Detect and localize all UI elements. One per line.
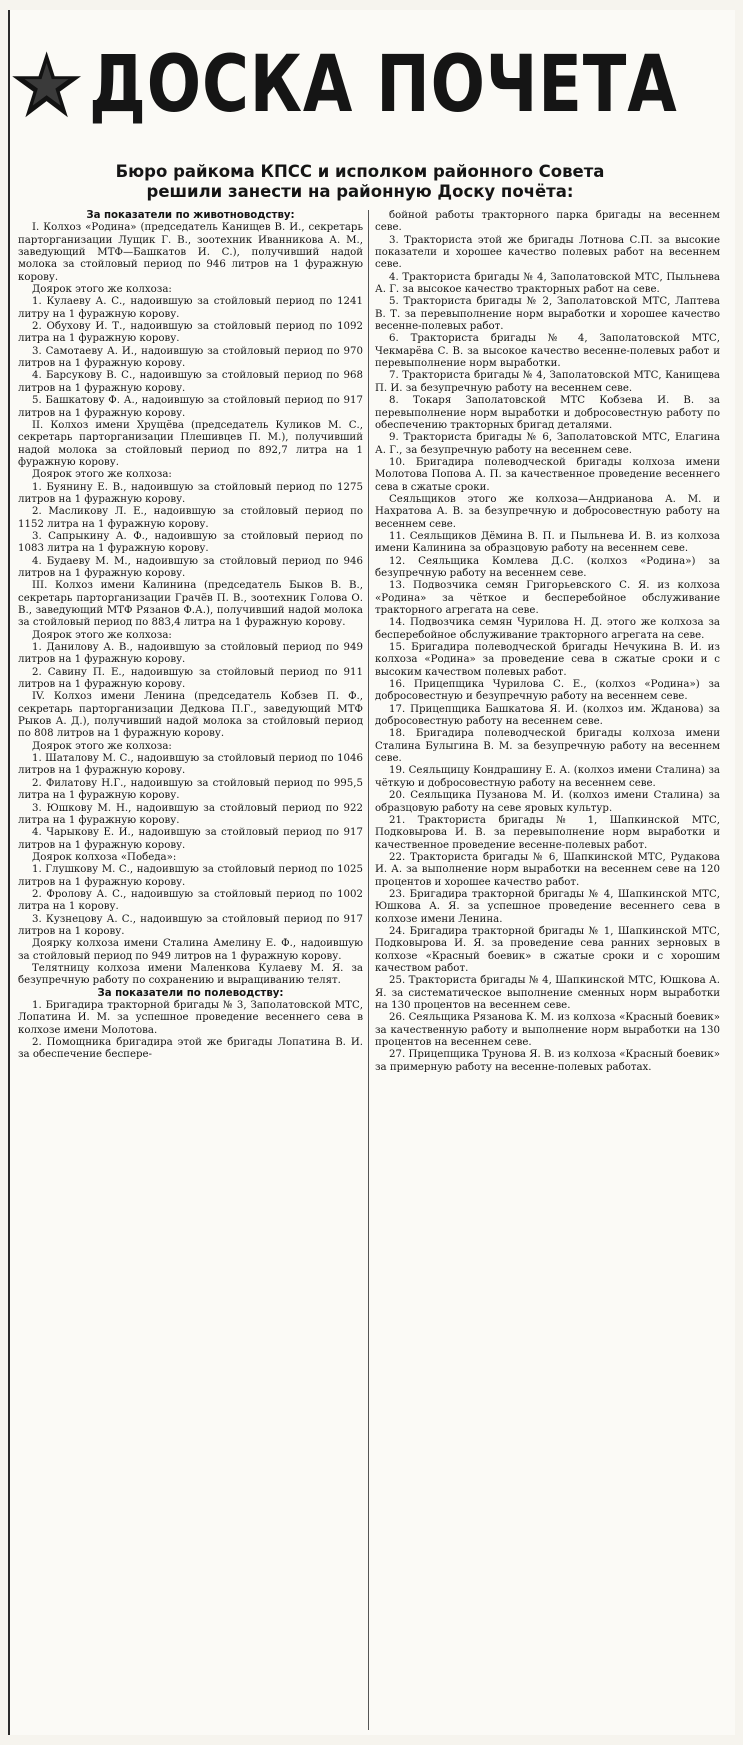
list-item: 27. Прицепщика Трунова Я. В. из колхоза «Красный боевик» за примерную работу на весенне-полевых работах. xyxy=(375,1049,720,1073)
list-item: Доярок этого же колхоза: xyxy=(32,740,172,752)
list-item: 22. Тракториста бригады № 6, Шапкинской МТС, Рудакова И. А. за выполнение норм выработки на весеннем севе на 120 процентов и хорошее качество работ. xyxy=(375,851,720,888)
list-item: 8. Токаря Заполатовской МТС Кобзева И. В. за перевыполнение норм выработки и добросовестную работу по обеспечению тракторных бригад деталями. xyxy=(375,395,720,431)
list-item: 3. Сапрыкину А. Ф., надоившую за стойловый период по 1083 литра на 1 фуражную корову. xyxy=(18,530,363,555)
list-item: 1. Кулаеву А. С., надоившую за стойловый период по 1241 литру на 1 фуражную корову. xyxy=(18,296,363,320)
newspaper-page xyxy=(8,10,735,1735)
list-item: 19. Сеяльщицу Кондрашину Е. А. (колхоз имени Сталина) за чёткую и добросовестную работу на весеннем севе. xyxy=(375,765,720,789)
list-item: 1. Данилову А. В., надоившую за стойловый период по 949 литров на 1 фуражную корову. xyxy=(18,642,363,666)
list-item: 2. Фролову А. С., надоившую за стойловый период по 1002 литра на 1 корову. xyxy=(18,888,363,913)
list-item: III. Колхоз имени Калинина (председатель Быков В. В., секретарь парторганизации Грачёв П. В., зоотехник Голова О. В., заведующий МТФ Рязанов Ф.А.), получивший надой молока за стойловый период по 883,4 литра на 1 фуражную корову. xyxy=(18,580,363,629)
list-item: Доярку колхоза имени Сталина Амелину Е. Ф., надоившую за стойловый период по 949 литров на 1 фуражную корову. xyxy=(18,938,363,962)
list-item: 3. Самотаеву А. И., надоившую за стойловый период по 970 литров на 1 фуражную корову. xyxy=(18,345,363,370)
list-item: 2. Филатову Н.Г., надоившую за стойловый период по 995,5 литра на 1 фуражную корову. xyxy=(18,777,363,802)
list-item: I. Колхоз «Родина» (председатель Канищев В. И., секретарь парторганизации Лущик Г. В., зоотехник Иванникова А. М., заведующий МТФ—Башкатов И. С.), получивший надой молока за стойловый период по 946 литров на 1 фуражную корову. xyxy=(18,222,363,283)
list-item: Доярок колхоза «Победа»: xyxy=(32,851,177,863)
list-item: 3. Тракториста этой же бригады Лотнова С.П. за высокие показатели и хорошее качество полевых работ на весеннем севе. xyxy=(375,234,720,271)
column-divider xyxy=(368,210,369,1730)
list-item: Доярок этого же колхоза: xyxy=(32,469,172,481)
list-item: 26. Сеяльщика Рязанова К. М. из колхоза «Красный боевик» за качественную работу и выполнение норм выработки на 130 процентов на весеннем севе. xyxy=(375,1012,720,1049)
list-item: II. Колхоз имени Хрущёва (председатель Куликов М. С., секретарь парторганизации Плешивцев П. М.), получивший надой молока за стойловый период по 892,7 литра на 1 фуражную корову. xyxy=(18,419,363,468)
page-title: ДОСКА ПОЧЕТА xyxy=(89,40,678,130)
left-column xyxy=(18,210,363,1730)
list-item: 1. Бригадира тракторной бригады № 3, Заполатовской МТС, Лопатина И. М. за успешное проведение весеннего сева в колхозе имени Молотова. xyxy=(18,1000,363,1036)
list-item: 18. Бригадира полеводческой бригады колхоза имени Сталина Булыгина В. М. за безупречную работу на весеннем севе. xyxy=(375,728,720,765)
list-item: 2. Обухову И. Т., надоившую за стойловый период по 1092 литра на 1 фуражную корову. xyxy=(18,321,363,345)
list-item: 3. Кузнецову А. С., надоившую за стойловый период по 917 литров на 1 корову. xyxy=(18,913,363,937)
list-item: 5. Тракториста бригады № 2, Заполатовской МТС, Лаптева В. Т. за перевыполнение норм выработки и хорошее качество весенне-полевых работ. xyxy=(375,296,720,333)
list-item: 21. Тракториста бригады № 1, Шапкинской МТС, Подковырова И. В. за перевыполнение норм выработки и качественное проведение весенне-полевых работ. xyxy=(375,814,720,851)
list-item: 13. Подвозчика семян Григорьевского С. Я. из колхоза «Родина» за чёткое и бесперебойное обслуживание тракторного агрегата на севе. xyxy=(375,580,720,616)
list-item: 2. Масликову Л. Е., надоившую за стойловый период по 1152 литра на 1 фуражную корову. xyxy=(18,506,363,530)
list-item: Доярок этого же колхоза: xyxy=(32,629,172,641)
list-item: 1. Глушкову М. С., надоившую за стойловый период по 1025 литров на 1 фуражную корову. xyxy=(18,864,363,888)
list-item: 4. Барсукову В. С., надоившую за стойловый период по 968 литров на 1 фуражную корову. xyxy=(18,370,363,394)
list-item: 3. Юшкову М. Н., надоившую за стойловый период по 922 литра на 1 фуражную корову. xyxy=(18,802,363,826)
list-item: 4. Чарыкову Е. И., надоившую за стойловый период по 917 литров на 1 фуражную корову. xyxy=(18,827,363,851)
list-item: 14. Подвозчика семян Чурилова Н. Д. этого же колхоза за бесперебойное обслуживание тракторного агрегата на севе. xyxy=(375,617,720,641)
list-item: 16. Прицепщика Чурилова С. Е., (колхоз «Родина») за добросовестную и безупречную работу на весеннем севе. xyxy=(375,679,720,703)
list-item: 6. Тракториста бригады № 4, Заполатовской МТС, Чекмарёва С. В. за высокое качество весенне-полевых работ и перевыполнение норм выработки. xyxy=(375,333,720,370)
list-item: 1. Шаталову М. С., надоившую за стойловый период по 1046 литров на 1 фуражную корову. xyxy=(18,753,363,777)
list-item: 2. Помощника бригадира этой же бригады Лопатина В. И. за обеспечение беспере- xyxy=(18,1037,363,1061)
list-item: 9. Тракториста бригады № 6, Заполатовской МТС, Елагина А. Г., за безупречную работу на весеннем севе. xyxy=(375,432,720,456)
list-item: Доярок этого же колхоза: xyxy=(32,284,172,296)
list-item: 17. Прицепщика Башкатова Я. И. (колхоз им. Жданова) за добросовестную работу на весеннем севе. xyxy=(375,703,720,728)
article-body xyxy=(10,210,737,1730)
list-item: 15. Бригадира полеводческой бригады Нечукина В. И. из колхоза «Родина» за проведение сева в сжатые сроки и с высоким качеством полевых работ. xyxy=(375,642,720,678)
list-item: 7. Тракториста бригады № 4, Заполатовской МТС, Канищева П. И. за безупречную работу на весеннем севе. xyxy=(375,370,720,394)
section-heading: За показатели по полеводству: xyxy=(97,987,284,999)
list-item: 2. Савину П. Е., надоившую за стойловый период по 911 литров на 1 фуражную корову. xyxy=(18,666,363,691)
subheading: Бюро райкома КПСС и исполком районного Совета решили занести на районную Доску почёта: xyxy=(115,162,605,201)
list-item: Телятницу колхоза имени Маленкова Кулаеву М. Я. за безупречную работу по сохранению и выращиванию телят. xyxy=(18,962,363,987)
list-item: 12. Сеяльщика Комлева Д.С. (колхоз «Родина») за безупречную работу на весеннем севе. xyxy=(375,555,720,579)
list-item: бойной работы тракторного парка бригады на весеннем севе. xyxy=(375,210,720,234)
list-item: 20. Сеяльщика Пузанова М. И. (колхоз имени Сталина) за образцовую работу на севе яровых культур. xyxy=(375,790,720,814)
list-item: 5. Башкатову Ф. А., надоившую за стойловый период по 917 литров на 1 фуражную корову. xyxy=(18,395,363,419)
list-item: 24. Бригадира тракторной бригады № 1, Шапкинской МТС, Подковырова И. Я. за проведение сева ранних зерновых в колхозе «Красный боевик» в сжатые сроки и с хорошим качеством работ. xyxy=(375,925,720,974)
list-item: 25. Тракториста бригады № 4, Шапкинской МТС, Юшкова А. Я. за систематическое выполнение сменных норм выработки на 130 процентов на весеннем севе. xyxy=(375,975,720,1011)
list-item: 23. Бригадира тракторной бригады № 4, Шапкинской МТС, Юшкова А. Я. за успешное проведение весеннего сева в колхозе имени Ленина. xyxy=(375,888,720,925)
section-heading: За показатели по животноводству: xyxy=(86,210,295,221)
list-item: 4. Тракториста бригады № 4, Заполатовской МТС, Пыльнева А. Г. за высокое качество тракторных работ на севе. xyxy=(375,271,720,296)
list-item: 1. Буянину Е. В., надоившую за стойловый период по 1275 литров на 1 фуражную корову. xyxy=(18,481,363,505)
star-emblem-icon xyxy=(10,29,83,141)
list-item: Сеяльщиков этого же колхоза—Андрианова А. М. и Нахратова А. В. за безупречную и добросовестную работу на весеннем севе. xyxy=(375,493,720,530)
right-column xyxy=(375,210,720,1730)
list-item: 4. Будаеву М. М., надоившую за стойловый период по 946 литров на 1 фуражную корову. xyxy=(18,555,363,579)
masthead xyxy=(10,10,737,160)
list-item: 10. Бригадира полеводческой бригады колхоза имени Молотова Попова А. П. за качественное проведение весеннего сева в сжатые сроки. xyxy=(375,456,720,493)
list-item: IV. Колхоз имени Ленина (председатель Кобзев П. Ф., секретарь парторганизации Дедкова П.Г., заведующий МТФ Рыков А. Д.), получивший надой молока за стойловый период по 808 литров на 1 фуражную корову. xyxy=(18,691,363,740)
list-item: 11. Сеяльщиков Дёмина В. П. и Пыльнева И. В. из колхоза имени Калинина за образцовую работу на весеннем севе. xyxy=(375,530,720,555)
